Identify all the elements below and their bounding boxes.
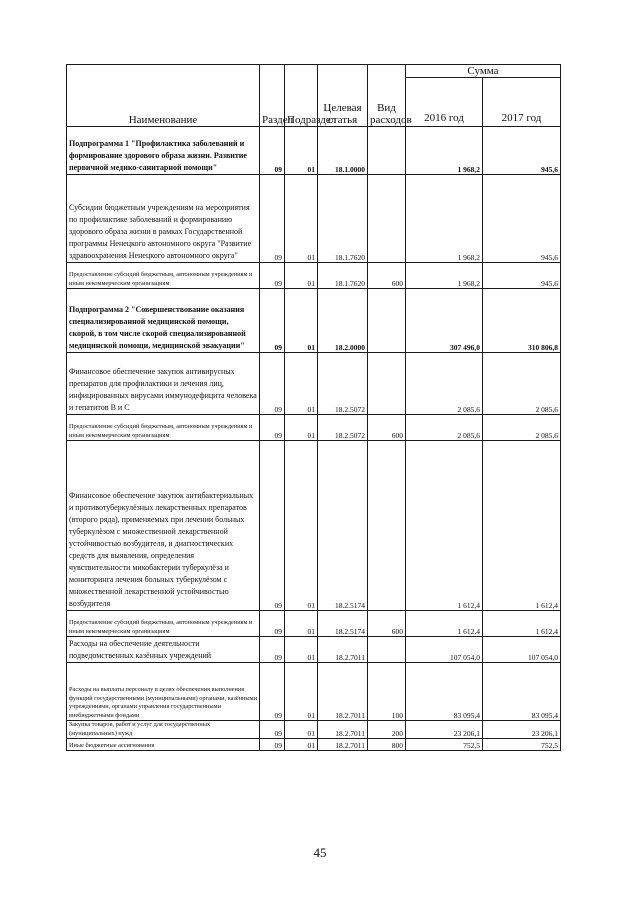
table-row: [67, 353, 561, 415]
header-year-2017: 2017 год: [483, 78, 561, 127]
row-name: Иные бюджетные ассигнования: [67, 739, 260, 751]
header-name: Наименование: [67, 65, 260, 127]
header-year-2016: 2016 год: [406, 78, 483, 127]
row-vid-raskhodov: [368, 441, 406, 611]
row-sum-2017: 945,6: [483, 175, 561, 263]
row-sum-2017: 310 806,8: [483, 289, 561, 353]
row-razdel: 09: [260, 127, 285, 175]
row-celevaya-statya: 18.2.5072: [318, 415, 368, 441]
table-row: [67, 611, 561, 637]
row-celevaya-statya: 18.2.5174: [318, 611, 368, 637]
row-name: Расходы на выплаты персоналу в целях обеспечения выполнения функций государственными (муниципальными) органами, казёнными учреждениями, органами управления государственными внебюджетными фондами: [67, 663, 260, 721]
row-name: Предоставление субсидий бюджетным, автономным учреждениям и иным некоммерческим организациям: [67, 611, 260, 637]
row-celevaya-statya: 18.1.0000: [318, 127, 368, 175]
row-podrazdel: 01: [285, 721, 318, 739]
row-razdel: 09: [260, 415, 285, 441]
row-name: Предоставление субсидий бюджетным, автономным учреждениям и иным некоммерческим организациям: [67, 263, 260, 289]
row-celevaya-statya: 18.1.7620: [318, 175, 368, 263]
row-sum-2016: 23 206,1: [406, 721, 483, 739]
row-sum-2017: 107 054,0: [483, 637, 561, 663]
row-sum-2017: 83 095,4: [483, 663, 561, 721]
row-podrazdel: 01: [285, 441, 318, 611]
row-vid-raskhodov: [368, 175, 406, 263]
row-sum-2017: 23 206,1: [483, 721, 561, 739]
row-razdel: 09: [260, 353, 285, 415]
row-podrazdel: 01: [285, 127, 318, 175]
header-row-top: [67, 65, 561, 78]
row-sum-2017: 1 612,4: [483, 441, 561, 611]
row-vid-raskhodov: 600: [368, 415, 406, 441]
row-sum-2017: 2 085,6: [483, 353, 561, 415]
row-name: Закупка товаров, работ и услуг для государственных (муниципальных) нужд: [67, 721, 260, 739]
header-celevaya-statya: Целевая статья: [318, 65, 368, 127]
row-podrazdel: 01: [285, 289, 318, 353]
row-sum-2016: 2 085,6: [406, 415, 483, 441]
row-sum-2017: 2 085,6: [483, 415, 561, 441]
row-name: Предоставление субсидий бюджетным, автономным учреждениям и иным некоммерческим организациям: [67, 415, 260, 441]
page-number: 45: [313, 845, 327, 860]
row-razdel: 09: [260, 441, 285, 611]
row-celevaya-statya: 18.2.7011: [318, 637, 368, 663]
row-sum-2017: 1 612,4: [483, 611, 561, 637]
row-celevaya-statya: 18.1.7620: [318, 263, 368, 289]
table-row: [67, 637, 561, 663]
row-vid-raskhodov: [368, 637, 406, 663]
row-sum-2016: 107 054,0: [406, 637, 483, 663]
row-name: Финансовое обеспечение закупок антивирусных препаратов для профилактики и лечения лиц, инфицированных вирусами иммунодефицита человека и гепатитов В и С: [67, 353, 260, 415]
row-vid-raskhodov: 800: [368, 739, 406, 751]
row-podrazdel: 01: [285, 263, 318, 289]
row-name: Субсидии бюджетным учреждениям на мероприятия по профилактике заболеваний и формированию здорового образа жизни в рамках Государственной программы Ненецкого автономного округа "Развитие здравоохранения Ненецкого автономного округа": [67, 175, 260, 263]
row-sum-2017: 752,5: [483, 739, 561, 751]
row-sum-2016: 1 612,4: [406, 611, 483, 637]
header-podrazdel: Подраздел: [285, 65, 318, 127]
row-celevaya-statya: 18.2.5072: [318, 353, 368, 415]
row-razdel: 09: [260, 175, 285, 263]
row-podrazdel: 01: [285, 663, 318, 721]
table-row: [67, 739, 561, 751]
row-vid-raskhodov: 600: [368, 263, 406, 289]
row-podrazdel: 01: [285, 175, 318, 263]
row-vid-raskhodov: 100: [368, 663, 406, 721]
row-podrazdel: 01: [285, 739, 318, 751]
row-name: Финансовое обеспечение закупок антибактериальных и противотуберкулёзных лекарственных препаратов (второго ряда), применяемых при лечении больных туберкулёзом с множественной лекарственной устойчивостью возбудителя, и диагностических средств для выявления, определения чувствительности микобактерии туберкулёза и мониторинга лечения больных туберкулёзом с множественной лекарственной устойчивостью возбудителя: [67, 441, 260, 611]
header-summa: Сумма: [406, 65, 561, 78]
header-razdel: Раздел: [260, 65, 285, 127]
table-row: [67, 289, 561, 353]
row-razdel: 09: [260, 611, 285, 637]
row-razdel: 09: [260, 637, 285, 663]
row-sum-2016: 307 496,0: [406, 289, 483, 353]
row-sum-2016: 83 095,4: [406, 663, 483, 721]
row-razdel: 09: [260, 663, 285, 721]
row-vid-raskhodov: [368, 127, 406, 175]
budget-table: [66, 64, 561, 751]
row-sum-2016: 1 968,2: [406, 263, 483, 289]
table-row: [67, 127, 561, 175]
row-sum-2016: 1 968,2: [406, 175, 483, 263]
row-name: Подпрограмма 1 "Профилактика заболеваний и формирование здорового образа жизни. Развитие первичной медико-санитарной помощи": [67, 127, 260, 175]
row-razdel: 09: [260, 739, 285, 751]
row-celevaya-statya: 18.2.7011: [318, 739, 368, 751]
row-sum-2016: 1 612,4: [406, 441, 483, 611]
row-podrazdel: 01: [285, 353, 318, 415]
table-row: [67, 721, 561, 739]
row-razdel: 09: [260, 289, 285, 353]
table-body: [67, 127, 561, 751]
row-sum-2017: 945,6: [483, 127, 561, 175]
row-name: Подпрограмма 2 "Совершенствование оказания специализированной медицинской помощи, скорой, в том числе скорой специализированной медицинской помощи, медицинской эвакуации": [67, 289, 260, 353]
row-vid-raskhodov: 600: [368, 611, 406, 637]
row-celevaya-statya: 18.2.0000: [318, 289, 368, 353]
row-name: Расходы на обеспечение деятельности подведомственных казённых учреждений: [67, 637, 260, 663]
row-razdel: 09: [260, 263, 285, 289]
table-row: [67, 441, 561, 611]
row-vid-raskhodov: [368, 289, 406, 353]
row-vid-raskhodov: [368, 353, 406, 415]
row-celevaya-statya: 18.2.7011: [318, 721, 368, 739]
header-vid-raskhodov: Вид расходов: [368, 65, 406, 127]
row-podrazdel: 01: [285, 637, 318, 663]
row-sum-2017: 945,6: [483, 263, 561, 289]
row-sum-2016: 1 968,2: [406, 127, 483, 175]
row-celevaya-statya: 18.2.5174: [318, 441, 368, 611]
row-sum-2016: 2 085,6: [406, 353, 483, 415]
table-row: [67, 663, 561, 721]
table-row: [67, 263, 561, 289]
row-podrazdel: 01: [285, 415, 318, 441]
table-row: [67, 175, 561, 263]
row-vid-raskhodov: 200: [368, 721, 406, 739]
row-razdel: 09: [260, 721, 285, 739]
row-sum-2016: 752,5: [406, 739, 483, 751]
row-celevaya-statya: 18.2.7011: [318, 663, 368, 721]
table-row: [67, 415, 561, 441]
row-podrazdel: 01: [285, 611, 318, 637]
